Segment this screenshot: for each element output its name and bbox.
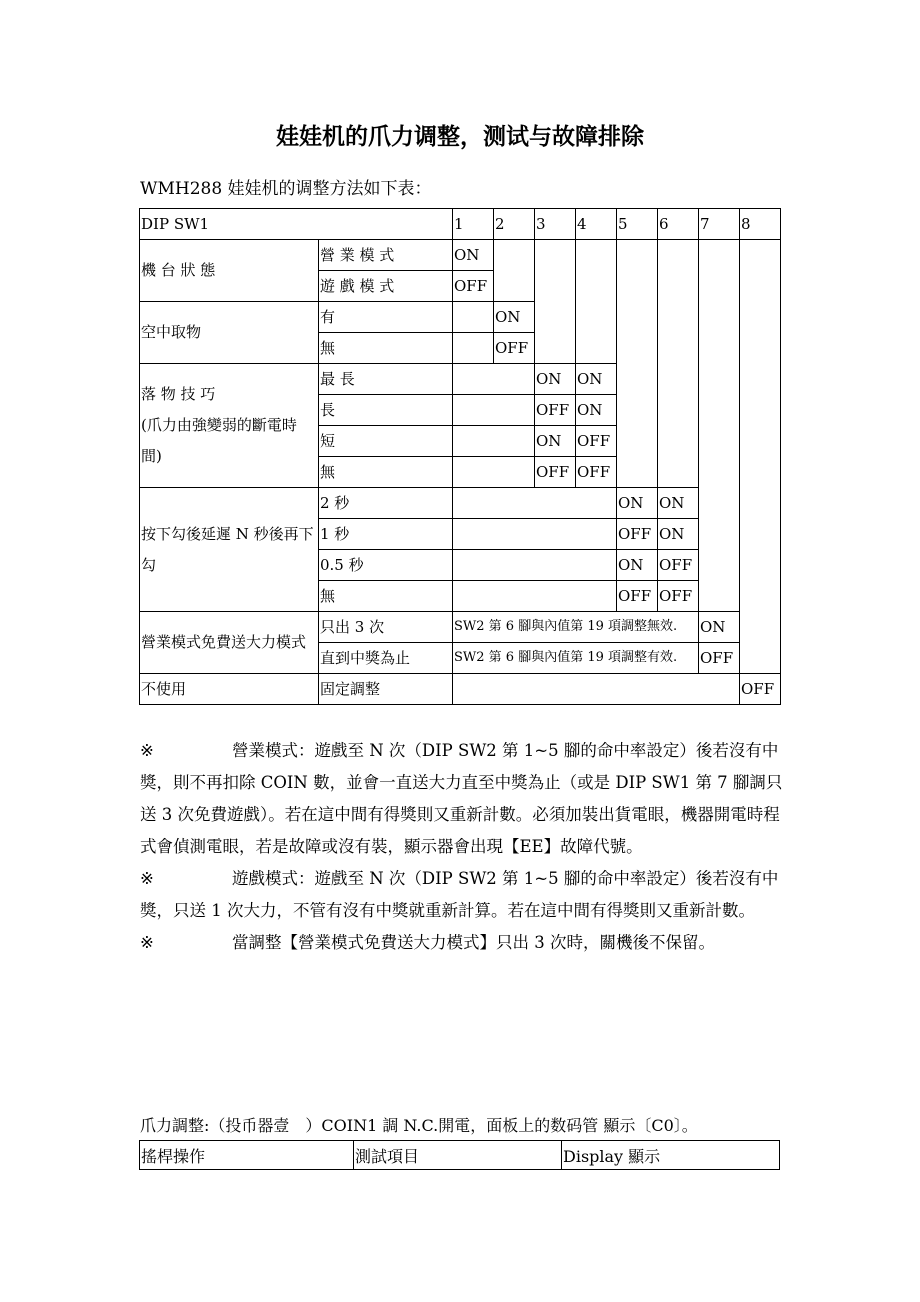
table-row (140, 209, 781, 240)
option-cell: 無 (319, 457, 453, 488)
option-cell: 1 秒 (319, 519, 453, 550)
unused-label: 不使用 (140, 674, 319, 705)
dip-header-8: 8 (740, 209, 781, 240)
empty-cell (740, 240, 781, 674)
ops-header-joystick: 搖桿操作 (140, 1141, 354, 1170)
page-title: 娃娃机的爪力调整，测试与故障排除 (276, 124, 644, 150)
value-cell: ON (658, 488, 699, 519)
empty-cell (494, 240, 535, 302)
option-cell: 遊 戲 模 式 (319, 271, 453, 302)
table-row (140, 240, 781, 271)
value-cell: ON (535, 426, 576, 457)
value-cell: OFF (535, 457, 576, 488)
empty-cell (576, 240, 617, 364)
option-cell: 0.5 秒 (319, 550, 453, 581)
note-cell: SW2 第 6 腳與內值第 19 項調整無效. (453, 612, 699, 643)
reference-mark: ※ (140, 741, 154, 760)
table-row (140, 674, 781, 705)
ops-header-display: Display 顯示 (562, 1141, 780, 1170)
table-row (140, 488, 781, 519)
value-cell: OFF (535, 395, 576, 426)
dip-header-label: DIP SW1 (140, 209, 453, 240)
empty-cell (535, 240, 576, 364)
note-paragraph (140, 735, 786, 863)
value-cell: ON (617, 488, 658, 519)
option-cell: 短 (319, 426, 453, 457)
table-row (140, 1141, 780, 1170)
delay-label: 按下勾後延遲 N 秒後再下勾 (140, 488, 319, 612)
empty-cell (453, 333, 494, 364)
dip-header-1: 1 (453, 209, 494, 240)
value-cell: OFF (453, 271, 494, 302)
note-text: 遊戲模式：遊戲至 N 次（DIP SW2 第 1~5 腳的命中率設定）後若沒有中獎，只送 1 次大力，不管有沒有中獎就重新計算。若在這中間有得獎則又重新計數。 (140, 869, 779, 920)
empty-cell (453, 674, 740, 705)
empty-cell (453, 519, 617, 550)
empty-cell (453, 395, 535, 426)
drop-skill-label: 落 物 技 巧 (爪力由強變弱的斷電時間) (140, 364, 319, 488)
ops-table (139, 1140, 780, 1170)
machine-state-label: 機 台 狀 態 (140, 240, 319, 302)
option-cell: 固定調整 (319, 674, 453, 705)
value-cell: ON (453, 240, 494, 271)
value-cell: ON (658, 519, 699, 550)
note-paragraph (140, 927, 786, 959)
value-cell: ON (576, 364, 617, 395)
option-cell: 只出 3 次 (319, 612, 453, 643)
value-cell: OFF (576, 426, 617, 457)
option-cell: 無 (319, 581, 453, 612)
note-cell: SW2 第 6 腳與內值第 19 項調整有效. (453, 643, 699, 674)
dip-header-4: 4 (576, 209, 617, 240)
empty-cell (699, 240, 740, 612)
option-cell: 營 業 模 式 (319, 240, 453, 271)
value-cell: OFF (576, 457, 617, 488)
table-row (140, 612, 781, 643)
claw-adjust-text: 爪力調整:（投币器壹 ）COIN1 調 N.C.開電，面板上的数码管 顯示〔C0〕。 (140, 1116, 698, 1135)
intro-text: WMH288 娃娃机的调整方法如下表： (140, 179, 432, 199)
air-grab-label: 空中取物 (140, 302, 319, 364)
value-cell: ON (699, 612, 740, 643)
option-cell: 最 長 (319, 364, 453, 395)
option-cell: 2 秒 (319, 488, 453, 519)
empty-cell (453, 550, 617, 581)
value-cell: ON (617, 550, 658, 581)
empty-cell (453, 364, 535, 395)
option-cell: 直到中獎為止 (319, 643, 453, 674)
ops-header-test-item: 測試項目 (354, 1141, 562, 1170)
value-cell: OFF (617, 581, 658, 612)
note-text: 當調整【營業模式免費送大力模式】只出 3 次時，關機後不保留。 (232, 933, 715, 952)
notes-section (140, 735, 786, 959)
free-power-label: 營業模式免費送大力模式 (140, 612, 319, 674)
option-cell: 長 (319, 395, 453, 426)
value-cell: ON (576, 395, 617, 426)
dip-header-7: 7 (699, 209, 740, 240)
value-cell: ON (535, 364, 576, 395)
value-cell: OFF (494, 333, 535, 364)
note-text: 營業模式：遊戲至 N 次（DIP SW2 第 1~5 腳的命中率設定）後若沒有中獎，則不再扣除 COIN 數，並會一直送大力直至中獎為止（或是 DIP SW1 第 7 腳調只送 3 次免費遊戲）。若在這中間有得獎則又重新計數。必須加裝出貨電眼，機器開電時程式會偵測電眼，若是故障或沒有裝，顯示器會出現【EE】故障代號。 (140, 741, 783, 856)
dip-header-2: 2 (494, 209, 535, 240)
empty-cell (453, 488, 617, 519)
option-cell: 無 (319, 333, 453, 364)
value-cell: OFF (740, 674, 781, 705)
dip-header-5: 5 (617, 209, 658, 240)
note-paragraph (140, 863, 786, 927)
value-cell: OFF (658, 581, 699, 612)
reference-mark: ※ (140, 933, 154, 952)
value-cell: OFF (699, 643, 740, 674)
dip-switch-table (139, 208, 781, 705)
empty-cell (617, 240, 658, 488)
reference-mark: ※ (140, 869, 154, 888)
dip-header-6: 6 (658, 209, 699, 240)
option-cell: 有 (319, 302, 453, 333)
value-cell: OFF (617, 519, 658, 550)
value-cell: ON (494, 302, 535, 333)
empty-cell (453, 302, 494, 333)
empty-cell (453, 581, 617, 612)
value-cell: OFF (658, 550, 699, 581)
empty-cell (453, 426, 535, 457)
empty-cell (658, 240, 699, 488)
empty-cell (453, 457, 535, 488)
dip-header-3: 3 (535, 209, 576, 240)
